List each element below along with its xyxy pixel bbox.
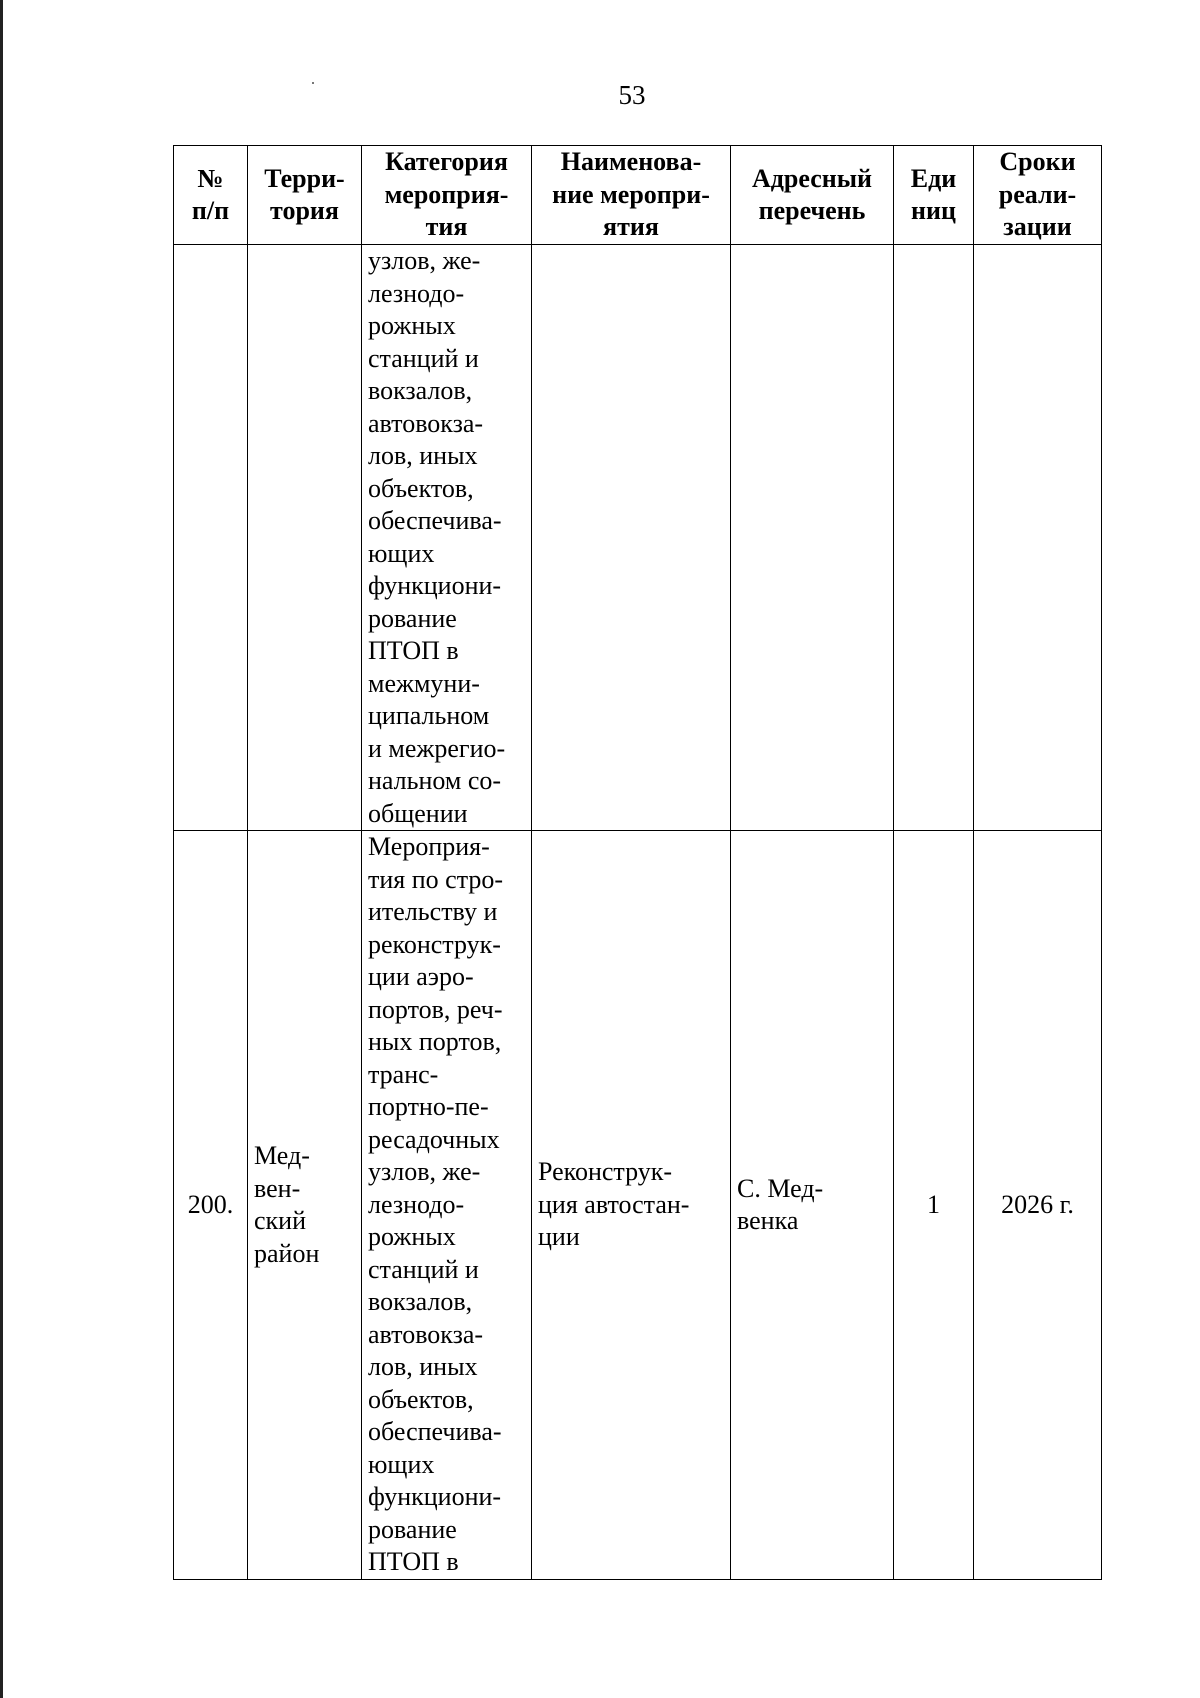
cell-units [894,831,974,1580]
header-row [174,146,1102,245]
header-territory-text: Терри- тория [264,163,345,225]
cell-term-text: 2026 г. [1001,1189,1074,1219]
table-row [174,245,1102,831]
cell-category-text: Мероприя- тия по стро- ительству и реконструк- ции аэро- портов, реч- ных портов, транс- портно-пе- ресадочных узлов, же- лезнодо- рожных станций и вокзалов, автовокза- лов, иных объектов, обеспечива- ющих функциони- рование ПТОП в [368,832,504,1576]
header-units [894,146,974,245]
cell-territory [248,245,362,831]
cell-address [731,245,894,831]
cell-number-text: 200. [187,1189,234,1219]
header-name-text: Наименова- ние меропри- ятия [552,147,710,242]
header-address-text: Адресный перечень [751,163,873,225]
cell-number [174,831,248,1580]
header-territory [248,146,362,245]
cell-number [174,245,248,831]
cell-category-text: узлов, же- лезнодо- рожных станций и вокзалов, автовокза- лов, иных объектов, обеспечива- ющих функциони- рование ПТОП в межмуни- ципальном и межрегио- нальном со- общении [368,246,506,828]
header-term [974,146,1102,245]
table-body [174,245,1102,1580]
measures-table [173,145,1102,1580]
header-term-text: Сроки реали- зации [998,147,1077,242]
table-header [174,146,1102,245]
cell-territory [248,831,362,1580]
cell-term [974,245,1102,831]
header-units-text: Еди ниц [910,163,957,225]
cell-units-text: 1 [927,1189,940,1219]
header-name [532,146,731,245]
header-category [362,146,532,245]
cell-category [362,245,532,831]
cell-term [974,831,1102,1580]
header-number-text: № п/п [191,163,230,225]
cell-category [362,831,532,1580]
scan-left-edge [0,0,3,1698]
cell-name [532,245,731,831]
table-row [174,831,1102,1580]
page-number: 53 [618,80,646,110]
cell-address-text: С. Мед- венка [737,1173,824,1235]
header-category-text: Категория мероприя- тия [384,147,509,242]
cell-territory-text: Мед- вен- ский район [254,1141,320,1268]
cell-address [731,831,894,1580]
cell-name [532,831,731,1580]
header-address [731,146,894,245]
cell-units [894,245,974,831]
cell-name-text: Реконструк- ция автостан- ции [538,1157,690,1252]
header-number [174,146,248,245]
